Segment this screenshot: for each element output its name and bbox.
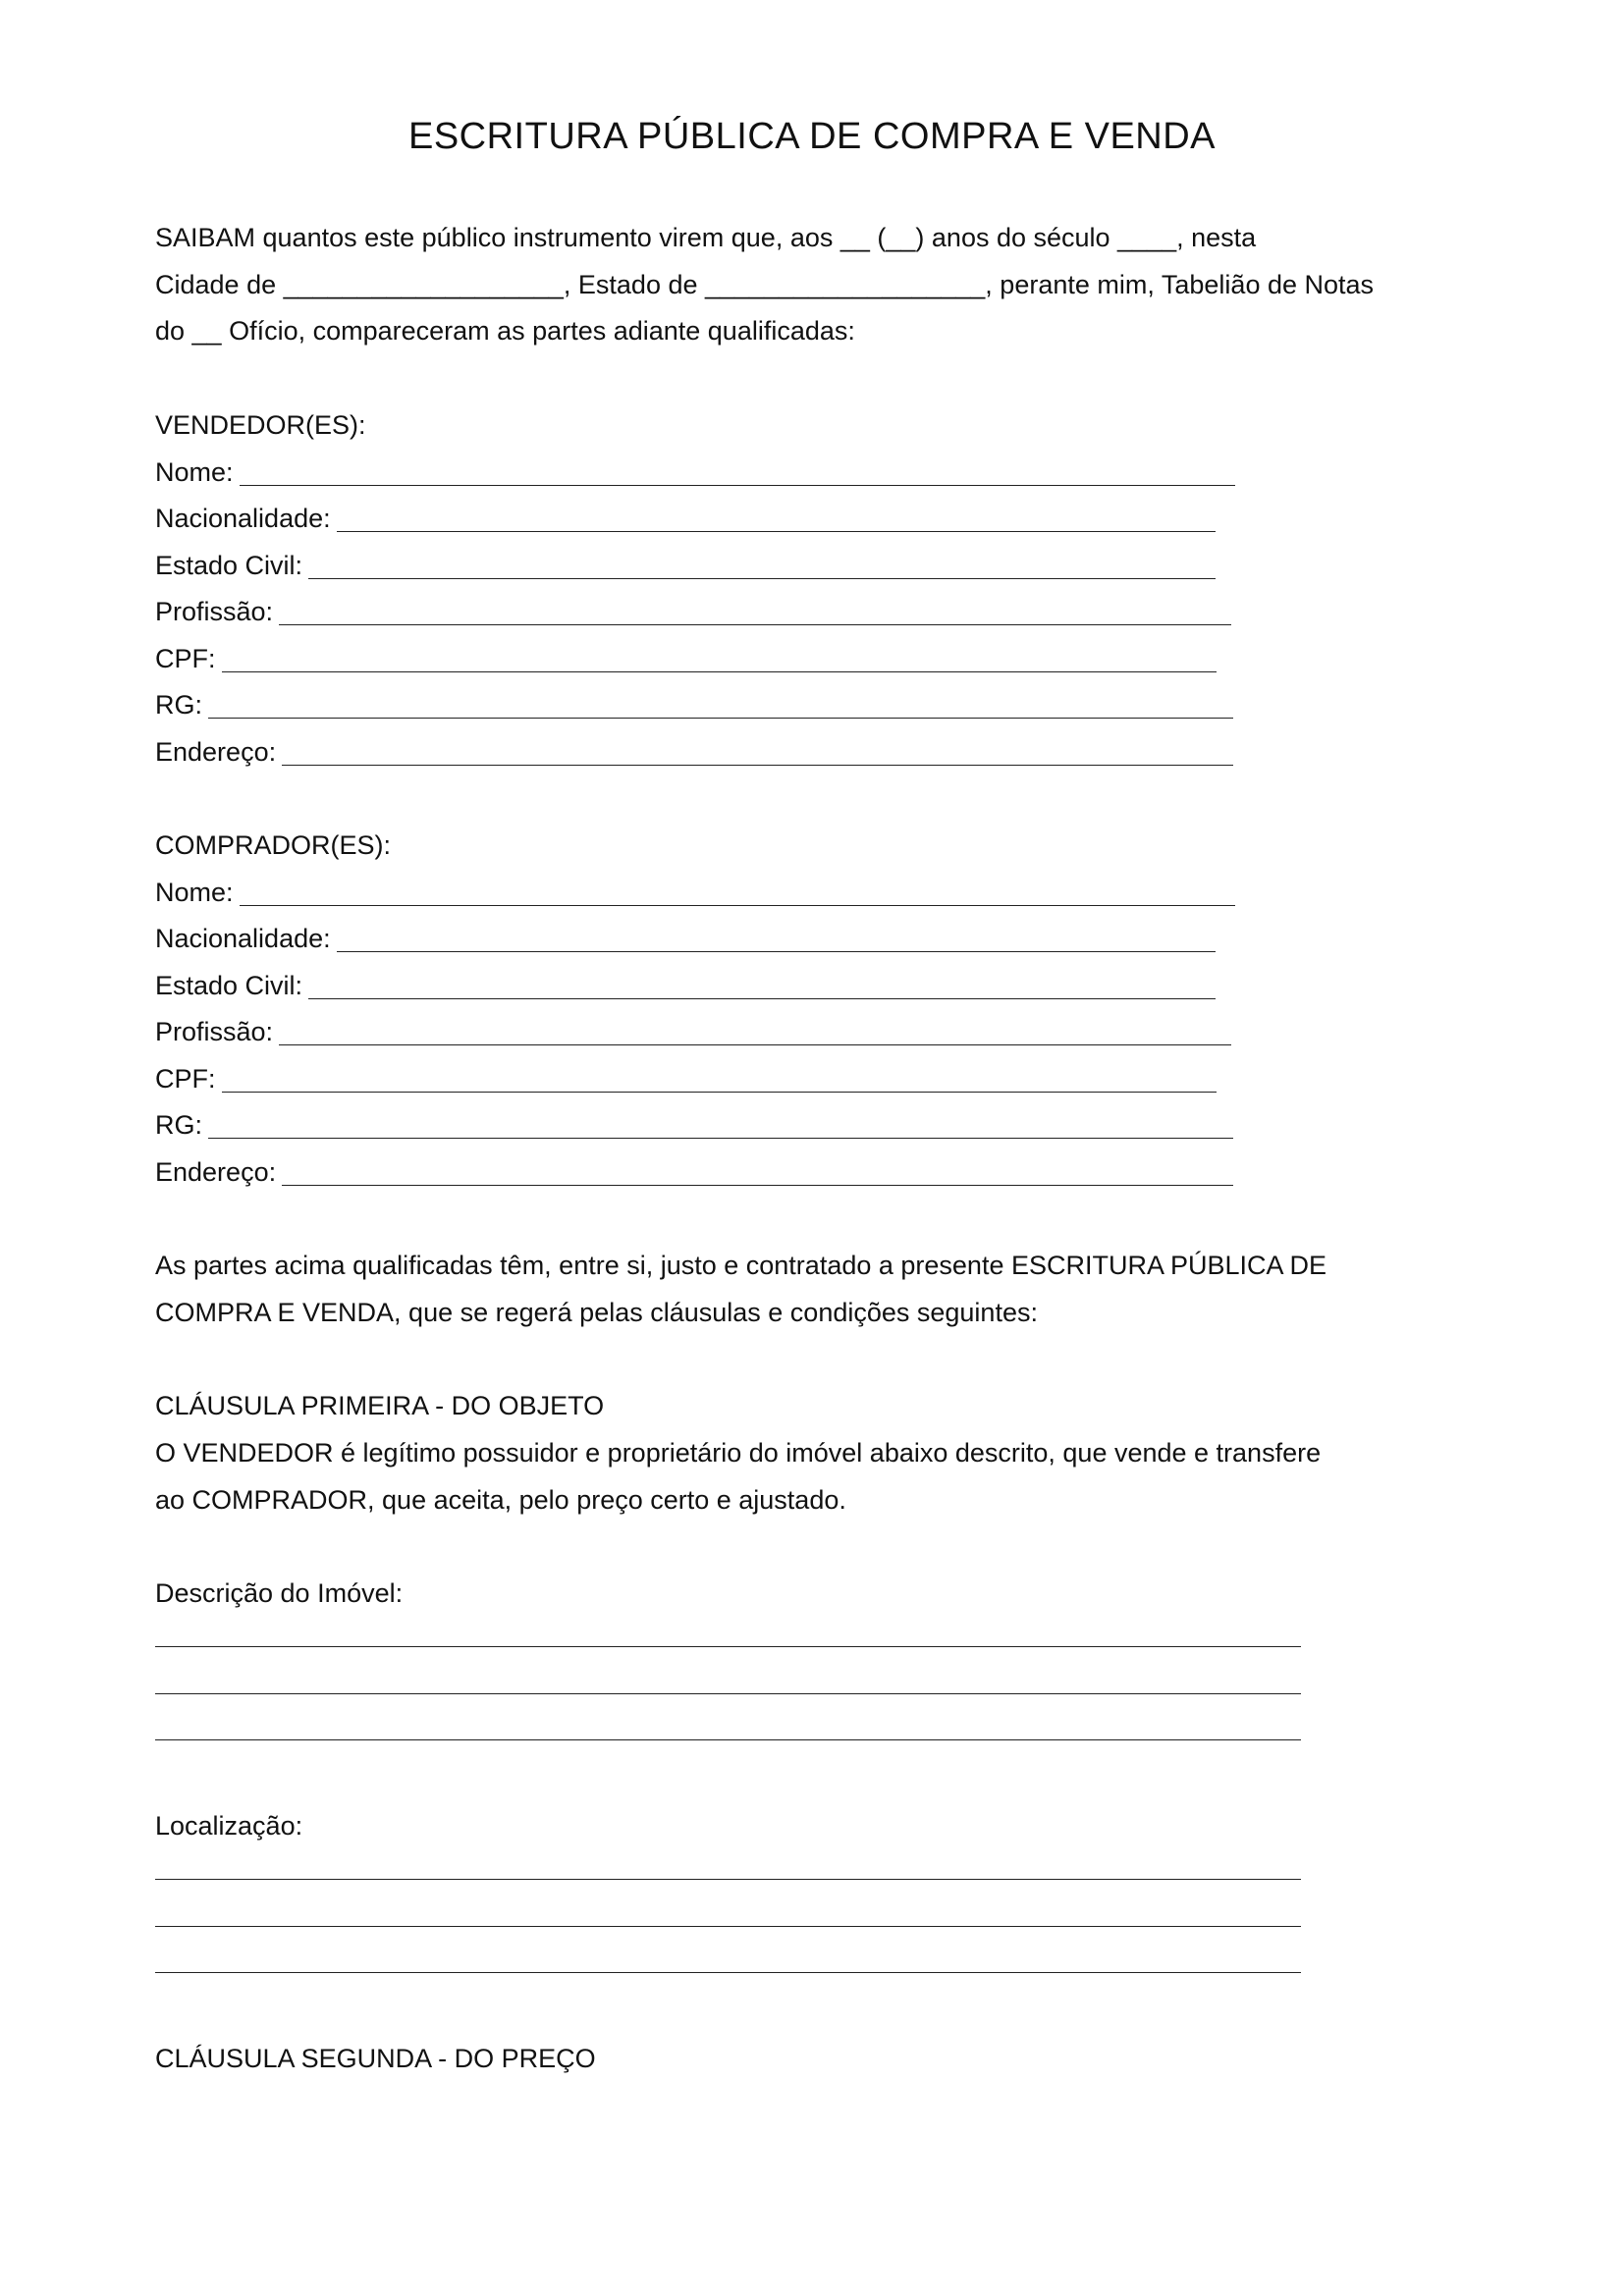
fill-blank[interactable] [337, 925, 1216, 952]
comprador-nacionalidade-field[interactable] [155, 922, 1216, 955]
intro-line-1: SAIBAM quantos este público instrumento virem que, aos __ (__) anos do século ____, nesta [155, 223, 1257, 252]
field-label: RG: [155, 690, 203, 720]
document-title: ESCRITURA PÚBLICA DE COMPRA E VENDA [407, 116, 1217, 157]
vendedor-endereco-field[interactable] [155, 735, 1233, 769]
comprador-endereco-field[interactable] [155, 1155, 1233, 1189]
fill-blank[interactable] [308, 552, 1216, 579]
field-label: Estado Civil: [155, 971, 303, 1000]
fill-blank[interactable] [279, 598, 1231, 625]
fill-blank[interactable] [240, 879, 1235, 906]
clausula-segunda-heading: CLÁUSULA SEGUNDA - DO PREÇO [155, 2044, 596, 2073]
vendedor-nacionalidade-field[interactable] [155, 502, 1216, 535]
localizacao-blank-line[interactable] [155, 1972, 1301, 1973]
field-label: CPF: [155, 644, 216, 673]
comprador-nome-field[interactable] [155, 876, 1235, 909]
vendedor-profissao-field[interactable] [155, 595, 1231, 628]
fill-blank[interactable] [282, 1158, 1233, 1186]
descricao-imovel-label: Descrição do Imóvel: [155, 1578, 404, 1608]
agreement-line-1: As partes acima qualificadas têm, entre si, justo e contratado a presente ESCRITURA PÚBLICA DE [155, 1251, 1327, 1280]
fill-blank[interactable] [222, 1065, 1217, 1093]
fill-blank[interactable] [222, 645, 1217, 672]
field-label: Endereço: [155, 1157, 277, 1187]
vendedor-rg-field[interactable] [155, 688, 1233, 721]
field-label: Profissão: [155, 597, 274, 626]
field-label: Nome: [155, 878, 234, 907]
vendedor-heading: VENDEDOR(ES): [155, 410, 366, 440]
clausula-primeira-line-1: O VENDEDOR é legítimo possuidor e proprietário do imóvel abaixo descrito, que vende e transfere [155, 1438, 1322, 1468]
localizacao-label: Localização: [155, 1811, 303, 1841]
descricao-imovel-blank-line[interactable] [155, 1646, 1301, 1647]
field-label: Nome: [155, 457, 234, 487]
field-label: RG: [155, 1110, 203, 1140]
localizacao-blank-line[interactable] [155, 1926, 1301, 1927]
fill-blank[interactable] [337, 505, 1216, 532]
fill-blank[interactable] [240, 458, 1235, 486]
field-label: CPF: [155, 1064, 216, 1094]
comprador-profissao-field[interactable] [155, 1015, 1231, 1048]
descricao-imovel-blank-line[interactable] [155, 1693, 1301, 1694]
vendedor-estado-civil-field[interactable] [155, 549, 1216, 582]
fill-blank[interactable] [308, 972, 1216, 999]
vendedor-nome-field[interactable] [155, 455, 1235, 489]
vendedor-cpf-field[interactable] [155, 642, 1217, 675]
clausula-primeira-heading: CLÁUSULA PRIMEIRA - DO OBJETO [155, 1391, 605, 1420]
field-label: Endereço: [155, 737, 277, 767]
comprador-rg-field[interactable] [155, 1108, 1233, 1142]
field-label: Estado Civil: [155, 551, 303, 580]
clausula-primeira-line-2: ao COMPRADOR, que aceita, pelo preço certo e ajustado. [155, 1485, 846, 1515]
localizacao-blank-line[interactable] [155, 1879, 1301, 1880]
intro-line-3: do __ Ofício, compareceram as partes adiante qualificadas: [155, 316, 855, 346]
field-label: Profissão: [155, 1017, 274, 1046]
field-label: Nacionalidade: [155, 504, 331, 533]
agreement-line-2: COMPRA E VENDA, que se regerá pelas cláusulas e condições seguintes: [155, 1298, 1038, 1327]
fill-blank[interactable] [282, 738, 1233, 766]
fill-blank[interactable] [208, 691, 1233, 719]
descricao-imovel-blank-line[interactable] [155, 1739, 1301, 1740]
comprador-cpf-field[interactable] [155, 1062, 1217, 1095]
comprador-estado-civil-field[interactable] [155, 969, 1216, 1002]
fill-blank[interactable] [279, 1018, 1231, 1045]
fill-blank[interactable] [208, 1111, 1233, 1139]
field-label: Nacionalidade: [155, 924, 331, 953]
intro-line-2: Cidade de ___________________, Estado de ___________________, perante mim, Tabelião de Notas [155, 270, 1375, 299]
comprador-heading: COMPRADOR(ES): [155, 830, 392, 860]
